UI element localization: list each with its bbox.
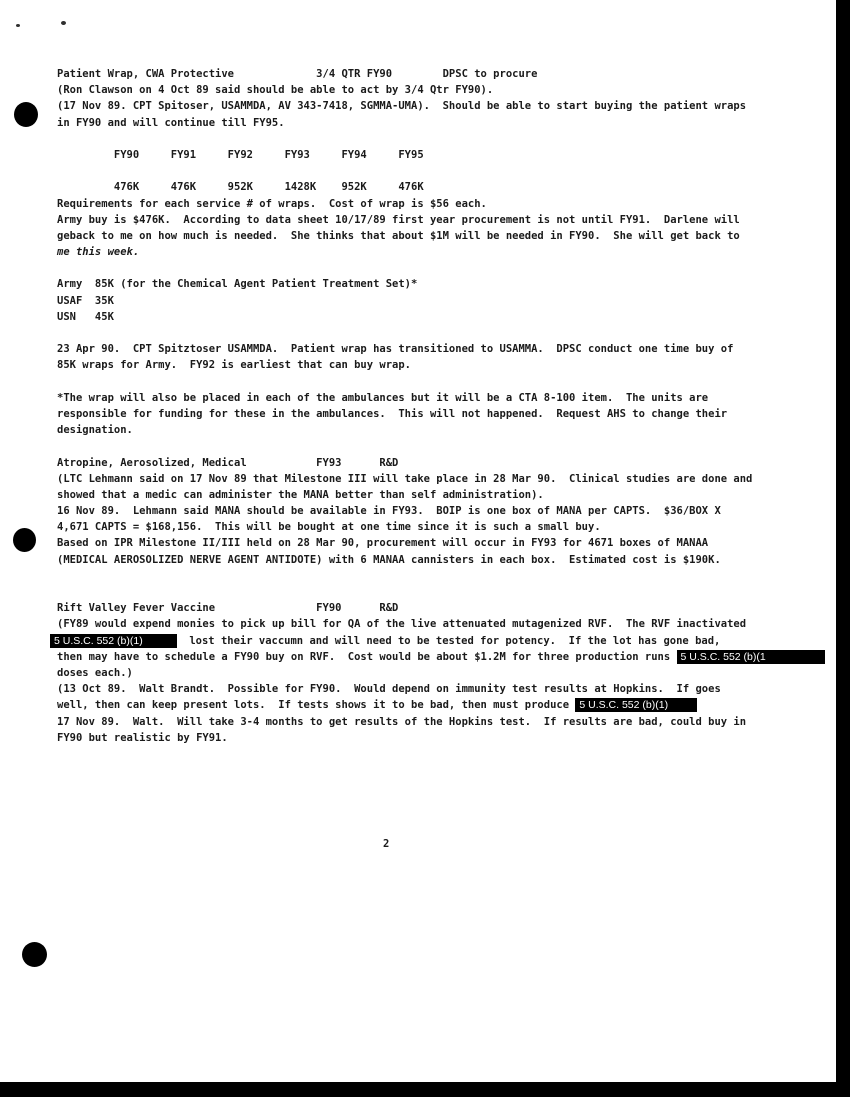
- document-line: [57, 163, 817, 179]
- document-line: [57, 665, 817, 681]
- document-line: [57, 66, 817, 82]
- redaction-box: 5 U.S.C. 552 (b)(1): [575, 698, 697, 712]
- document-line: [57, 455, 817, 471]
- document-line: [57, 681, 817, 697]
- hole-punch-middle: [13, 528, 36, 552]
- redaction-box: 5 U.S.C. 552 (b)(1): [50, 634, 177, 648]
- text-run: lost their vaccumn and will need to be tested for potency. If the lot has gone bad,: [176, 634, 721, 647]
- text-run: Army buy is $476K. According to data sheet 10/17/89 first year procurement is not until FY91. Darlene will: [57, 213, 740, 226]
- document-line: [57, 471, 817, 487]
- text-run: designation.: [57, 424, 133, 437]
- document-line: [57, 260, 817, 276]
- document-line: [57, 374, 817, 390]
- document-line: [57, 325, 817, 341]
- text-run: Rift Valley Fever Vaccine FY90 R&D: [57, 602, 399, 615]
- text-run: 476K 476K 952K 1428K 952K 476K: [57, 181, 424, 194]
- document-line: [57, 697, 817, 713]
- document-line: [57, 82, 817, 98]
- document-text: [54, 66, 817, 746]
- document-line: [57, 115, 817, 131]
- text-run: Atropine, Aerosolized, Medical FY93 R&D: [57, 456, 399, 469]
- text-run: (13 Oct 89. Walt Brandt. Possible for FY90. Would depend on immunity test results at Hopkins. If goes: [57, 683, 721, 696]
- ink-speck: [16, 24, 20, 27]
- text-run: doses each.): [57, 666, 133, 679]
- hole-punch-top: [14, 102, 38, 127]
- text-run: (FY89 would expend monies to pick up bill for QA of the live attenuated mutagenized RVF. The RVF inactivated: [57, 618, 747, 631]
- document-line: [57, 244, 817, 260]
- document-line: [57, 309, 817, 325]
- text-run: Requirements for each service # of wraps. Cost of wrap is $56 each.: [57, 197, 487, 210]
- document-line: [57, 568, 817, 584]
- text-run: geback to me on how much is needed. She thinks that about $1M will be needed in FY90. She will get back to: [57, 229, 740, 242]
- text-run: then may have to schedule a FY90 buy on RVF. Cost would be about $1.2M for three production runs: [57, 650, 677, 663]
- document-line: [57, 390, 817, 406]
- document-line: [57, 422, 817, 438]
- document-line: [57, 131, 817, 147]
- document-line: [57, 714, 817, 730]
- document-line: [57, 98, 817, 114]
- document-line: [57, 649, 817, 665]
- text-run: (17 Nov 89. CPT Spitoser, USAMMDA, AV 343-7418, SGMMA-UMA). Should be able to start buying the patient wraps: [57, 100, 747, 113]
- text-run: USN 45K: [57, 310, 114, 323]
- text-run: FY90 FY91 FY92 FY93 FY94 FY95: [57, 148, 424, 161]
- document-line: [54, 633, 817, 649]
- text-run: 23 Apr 90. CPT Spitztoser USAMMDA. Patient wrap has transitioned to USAMMA. DPSC conduct one time buy of: [57, 343, 734, 356]
- page-number: 2: [383, 838, 390, 850]
- text-run: 17 Nov 89. Walt. Will take 3-4 months to get results of the Hopkins test. If results are bad, could buy in: [57, 715, 747, 728]
- ink-speck: [61, 21, 66, 25]
- text-run: well, then can keep present lots. If tests shows it to be bad, then must produce: [57, 699, 576, 712]
- text-run: in FY90 and will continue till FY95.: [57, 116, 285, 129]
- document-line: [57, 487, 817, 503]
- text-run: Army 85K (for the Chemical Agent Patient Treatment Set)*: [57, 278, 418, 291]
- text-run: responsible for funding for these in the ambulances. This will not happened. Request AHS to change their: [57, 407, 728, 420]
- document-line: [57, 503, 817, 519]
- text-run: (Ron Clawson on 4 Oct 89 said should be able to act by 3/4 Qtr FY90).: [57, 84, 494, 97]
- document-line: [57, 730, 817, 746]
- scan-edge-bar-bottom: [0, 1082, 850, 1097]
- hole-punch-bottom: [22, 942, 47, 967]
- text-run: me this week.: [57, 246, 140, 259]
- text-run: 16 Nov 89. Lehmann said MANA should be available in FY93. BOIP is one box of MANA per CAPTS. $36/BOX X: [57, 505, 721, 518]
- redaction-box: 5 U.S.C. 552 (b)(1: [677, 650, 825, 664]
- document-line: [57, 276, 817, 292]
- document-line: [57, 341, 817, 357]
- text-run: (MEDICAL AEROSOLIZED NERVE AGENT ANTIDOTE) with 6 MANAA cannisters in each box. Estimated cost is $190K.: [57, 553, 721, 566]
- document-line: [57, 552, 817, 568]
- text-run: (LTC Lehmann said on 17 Nov 89 that Milestone III will take place in 28 Mar 90. Clinical studies are done and: [57, 472, 753, 485]
- document-line: [57, 519, 817, 535]
- document-line: [57, 357, 817, 373]
- text-run: Based on IPR Milestone II/III held on 28 Mar 90, procurement will occur in FY93 for 4671 boxes of MANAA: [57, 537, 709, 550]
- document-line: [57, 147, 817, 163]
- document-line: [57, 196, 817, 212]
- text-run: 85K wraps for Army. FY92 is earliest that can buy wrap.: [57, 359, 412, 372]
- document-line: [57, 406, 817, 422]
- text-run: showed that a medic can administer the MANA better than self administration).: [57, 488, 544, 501]
- text-run: USAF 35K: [57, 294, 114, 307]
- text-run: 4,671 CAPTS = $168,156. This will be bought at one time since it is such a small buy.: [57, 521, 601, 534]
- text-run: FY90 but realistic by FY91.: [57, 731, 228, 744]
- scan-edge-bar-right: [836, 0, 850, 1097]
- document-line: [57, 179, 817, 195]
- document-line: [57, 616, 817, 632]
- document-line: [57, 438, 817, 454]
- document-line: [57, 293, 817, 309]
- document-line: [57, 535, 817, 551]
- text-run: *The wrap will also be placed in each of the ambulances but it will be a CTA 8-100 item. The units are: [57, 391, 709, 404]
- document-line: [57, 228, 817, 244]
- text-run: Patient Wrap, CWA Protective 3/4 QTR FY90 DPSC to procure: [57, 68, 538, 80]
- document-line: [57, 584, 817, 600]
- document-line: [57, 600, 817, 616]
- document-line: [57, 212, 817, 228]
